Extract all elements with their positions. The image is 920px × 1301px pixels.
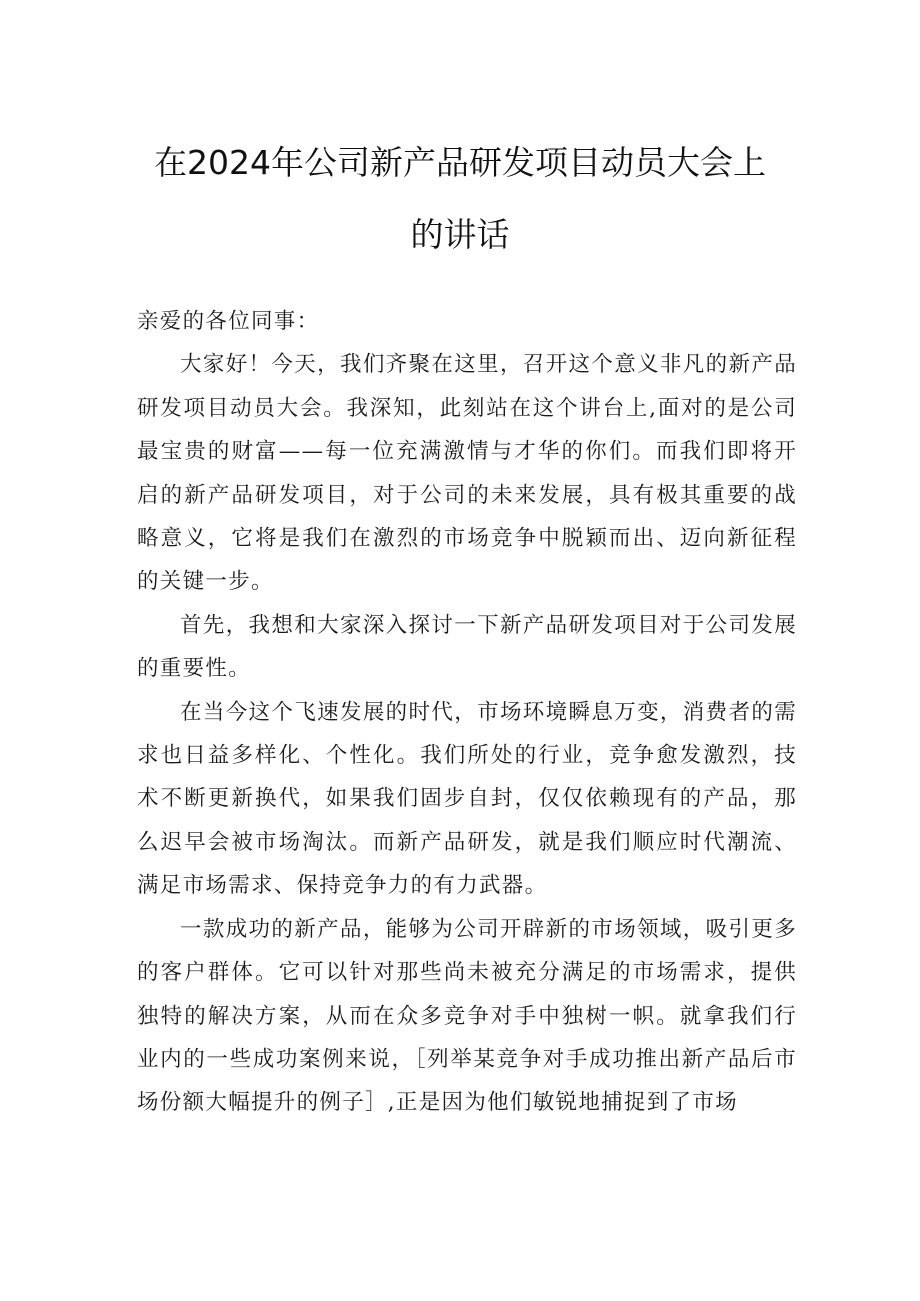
paragraph: 在当今这个飞速发展的时代，市场环境瞬息万变，消费者的需求也日益多样化、个性化。我们所处的行业，竞争愈发激烈，技术不断更新换代，如果我们固步自封，仅仅依赖现有的产品，那么迟早会被市场淘汰。而新产品研发，就是我们顺应时代潮流、满足市场需求、保持竞争力的有力武器。 xyxy=(137,699,797,899)
document-title-line-2: 的讲话 xyxy=(410,215,510,254)
paragraph: 大家好！今天，我们齐聚在这里，召开这个意义非凡的新产品研发项目动员大会。我深知，此刻站在这个讲台上,面对的是公司最宝贵的财富——每一位充满激情与才华的你们。而我们即将开启的新产品研发项目，对于公司的未来发展，具有极其重要的战略意义，它将是我们在激烈的市场竞争中脱颖而出、迈向新征程的关键一步。 xyxy=(137,352,797,595)
paragraph: 一款成功的新产品，能够为公司开辟新的市场领域，吸引更多的客户群体。它可以针对那些尚未被充分满足的市场需求，提供独特的解决方案，从而在众多竞争对手中独树一帜。就拿我们行业内的一些成功案例来说，［列举某竞争对手成功推出新产品后市场份额大幅提升的例子］,正是因为他们敏锐地捕捉到了市场 xyxy=(137,916,797,1116)
document-body xyxy=(137,300,797,1125)
document-title-line-1: 在2024年公司新产品研发项目动员大会上 xyxy=(154,143,766,182)
salutation: 亲爱的各位同事： xyxy=(137,309,320,334)
paragraph: 首先，我想和大家深入探讨一下新产品研发项目对于公司发展的重要性。 xyxy=(137,612,797,682)
